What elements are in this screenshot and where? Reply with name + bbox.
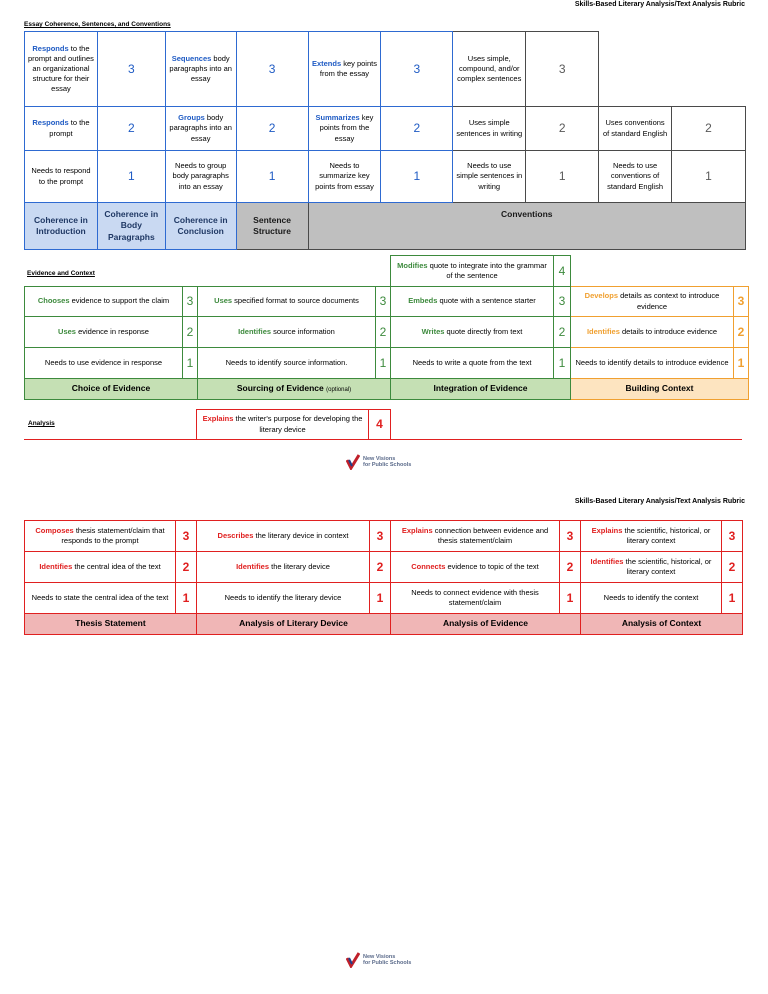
device-level-1: Needs to identify the literary device bbox=[197, 583, 370, 614]
sourcing-level-2: Identifies source information bbox=[198, 317, 376, 348]
evidence-analysis-score-2: 2 bbox=[560, 552, 581, 583]
integration-score-3: 3 bbox=[554, 287, 571, 317]
device-level-2: Identifies the literary device bbox=[197, 552, 370, 583]
choice-level-2: Uses evidence in response bbox=[25, 317, 183, 348]
label-building-context: Building Context bbox=[571, 379, 749, 400]
checkmark-logo-icon bbox=[346, 454, 360, 470]
table-row bbox=[25, 552, 743, 583]
evidence-table bbox=[24, 255, 749, 400]
integration-level-4: Modifies quote to integrate into the grammar of the sentence bbox=[391, 256, 554, 287]
conclusion-score-2: 2 bbox=[381, 107, 453, 151]
choice-score-2: 2 bbox=[183, 317, 198, 348]
choice-level-1: Needs to use evidence in response bbox=[25, 348, 183, 379]
logo bbox=[346, 952, 411, 968]
empty-cell bbox=[599, 32, 746, 107]
evidence-analysis-level-2: Connects evidence to topic of the text bbox=[391, 552, 560, 583]
empty-cell bbox=[25, 256, 391, 287]
table-row bbox=[25, 614, 743, 635]
checkmark-logo-icon bbox=[346, 952, 360, 968]
conventions-score-1: 1 bbox=[672, 151, 746, 203]
integration-level-3: Embeds quote with a sentence starter bbox=[391, 287, 554, 317]
section-title-evidence: Evidence and Context bbox=[27, 270, 95, 277]
intro-level-3: Responds to the prompt and outlines an organizational structure for their essay bbox=[25, 32, 98, 107]
context-analysis-level-2: Identifies the scientific, historical, or literary context bbox=[581, 552, 722, 583]
label-analysis-of-literary-device: Analysis of Literary Device bbox=[197, 614, 391, 635]
integration-score-4: 4 bbox=[554, 256, 571, 287]
conventions-level-1: Needs to use conventions of standard English bbox=[599, 151, 672, 203]
device-score-3: 3 bbox=[370, 521, 391, 552]
intro-level-2: Responds to the prompt bbox=[25, 107, 98, 151]
thesis-score-2: 2 bbox=[176, 552, 197, 583]
logo-text: New Visions for Public Schools bbox=[363, 953, 412, 966]
sentence-score-2: 2 bbox=[526, 107, 599, 151]
context-analysis-level-1: Needs to identify the context bbox=[581, 583, 722, 614]
table-row bbox=[25, 203, 746, 250]
device-score-2: 2 bbox=[370, 552, 391, 583]
table-row bbox=[197, 410, 391, 440]
integration-level-1: Needs to write a quote from the text bbox=[391, 348, 554, 379]
label-analysis-of-context: Analysis of Context bbox=[581, 614, 743, 635]
label-thesis-statement: Thesis Statement bbox=[25, 614, 197, 635]
integration-score-2: 2 bbox=[554, 317, 571, 348]
analysis-table bbox=[196, 409, 391, 440]
thesis-level-2: Identifies the central idea of the text bbox=[25, 552, 176, 583]
page-header: Skills-Based Literary Analysis/Text Analysis Rubric bbox=[574, 1, 745, 8]
context-analysis-score-3: 3 bbox=[722, 521, 743, 552]
conclusion-level-1: Needs to summarize key points from essay bbox=[308, 151, 381, 203]
sentence-level-2: Uses simple sentences in writing bbox=[453, 107, 526, 151]
coherence-table bbox=[24, 31, 746, 250]
table-row bbox=[25, 379, 749, 400]
label-coherence-conclusion: Coherence in Conclusion bbox=[165, 203, 236, 250]
label-analysis-of-evidence: Analysis of Evidence bbox=[391, 614, 581, 635]
sourcing-score-1: 1 bbox=[376, 348, 391, 379]
evidence-analysis-level-1: Needs to connect evidence with thesis statement/claim bbox=[391, 583, 560, 614]
table-row bbox=[25, 32, 746, 107]
sourcing-level-3: Uses specified format to source documents bbox=[198, 287, 376, 317]
context-analysis-level-3: Explains the scientific, historical, or literary context bbox=[581, 521, 722, 552]
context-score-1: 1 bbox=[734, 348, 749, 379]
thesis-score-1: 1 bbox=[176, 583, 197, 614]
label-integration-of-evidence: Integration of Evidence bbox=[391, 379, 571, 400]
sentence-level-1: Needs to use simple sentences in writing bbox=[453, 151, 526, 203]
context-level-3: Develops details as context to introduce evidence bbox=[571, 287, 734, 317]
choice-score-3: 3 bbox=[183, 287, 198, 317]
table-row bbox=[25, 151, 746, 203]
table-row bbox=[25, 107, 746, 151]
context-analysis-score-2: 2 bbox=[722, 552, 743, 583]
sentence-score-3: 3 bbox=[526, 32, 599, 107]
table-row bbox=[25, 256, 749, 287]
conclusion-level-3: Extends key points from the essay bbox=[308, 32, 381, 107]
logo bbox=[346, 454, 411, 470]
conventions-level-2: Uses conventions of standard English bbox=[599, 107, 672, 151]
device-level-3: Describes the literary device in context bbox=[197, 521, 370, 552]
intro-score-1: 1 bbox=[97, 151, 165, 203]
label-coherence-body: Coherence in Body Paragraphs bbox=[97, 203, 165, 250]
conventions-score-2: 2 bbox=[672, 107, 746, 151]
label-conventions: Conventions bbox=[308, 203, 745, 250]
label-sourcing-of-evidence: Sourcing of Evidence (optional) bbox=[198, 379, 391, 400]
table-row bbox=[25, 521, 743, 552]
page-header: Skills-Based Literary Analysis/Text Analysis Rubric bbox=[574, 498, 745, 505]
empty-cell bbox=[571, 256, 749, 287]
analysis-rubric-table bbox=[24, 520, 743, 635]
sourcing-level-1: Needs to identify source information. bbox=[198, 348, 376, 379]
evidence-analysis-score-1: 1 bbox=[560, 583, 581, 614]
table-row bbox=[25, 583, 743, 614]
table-row bbox=[25, 287, 749, 317]
thesis-level-3: Composes thesis statement/claim that responds to the prompt bbox=[25, 521, 176, 552]
context-analysis-score-1: 1 bbox=[722, 583, 743, 614]
evidence-analysis-level-3: Explains connection between evidence and thesis statement/claim bbox=[391, 521, 560, 552]
thesis-score-3: 3 bbox=[176, 521, 197, 552]
integration-level-2: Writes quote directly from text bbox=[391, 317, 554, 348]
body-level-2: Groups body paragraphs into an essay bbox=[165, 107, 236, 151]
body-score-2: 2 bbox=[236, 107, 308, 151]
evidence-analysis-score-3: 3 bbox=[560, 521, 581, 552]
thesis-level-1: Needs to state the central idea of the text bbox=[25, 583, 176, 614]
sentence-level-3: Uses simple, compound, and/or complex sentences bbox=[453, 32, 526, 107]
context-score-2: 2 bbox=[734, 317, 749, 348]
sentence-score-1: 1 bbox=[526, 151, 599, 203]
label-coherence-introduction: Coherence in Introduction bbox=[25, 203, 98, 250]
context-score-3: 3 bbox=[734, 287, 749, 317]
body-level-1: Needs to group body paragraphs into an essay bbox=[165, 151, 236, 203]
table-row bbox=[25, 348, 749, 379]
device-score-1: 1 bbox=[370, 583, 391, 614]
context-level-2: Identifies details to introduce evidence bbox=[571, 317, 734, 348]
context-level-1: Needs to identify details to introduce evidence bbox=[571, 348, 734, 379]
section-title-coherence: Essay Coherence, Sentences, and Conventions bbox=[24, 21, 171, 28]
conclusion-score-3: 3 bbox=[381, 32, 453, 107]
label-sentence-structure: Sentence Structure bbox=[236, 203, 308, 250]
divider-line bbox=[24, 439, 742, 440]
conclusion-score-1: 1 bbox=[381, 151, 453, 203]
body-score-1: 1 bbox=[236, 151, 308, 203]
body-level-3: Sequences body paragraphs into an essay bbox=[165, 32, 236, 107]
intro-level-1: Needs to respond to the prompt bbox=[25, 151, 98, 203]
conclusion-level-2: Summarizes key points from the essay bbox=[308, 107, 381, 151]
section-title-analysis: Analysis bbox=[28, 420, 55, 427]
integration-score-1: 1 bbox=[554, 348, 571, 379]
table-row bbox=[25, 317, 749, 348]
logo-text: New Visions for Public Schools bbox=[363, 455, 412, 468]
sourcing-score-2: 2 bbox=[376, 317, 391, 348]
choice-level-3: Chooses evidence to support the claim bbox=[25, 287, 183, 317]
intro-score-2: 2 bbox=[97, 107, 165, 151]
sourcing-score-3: 3 bbox=[376, 287, 391, 317]
label-choice-of-evidence: Choice of Evidence bbox=[25, 379, 198, 400]
choice-score-1: 1 bbox=[183, 348, 198, 379]
analysis-level-4: Explains the writer's purpose for developing the literary device bbox=[197, 410, 369, 440]
analysis-score-4: 4 bbox=[369, 410, 391, 440]
intro-score-3: 3 bbox=[97, 32, 165, 107]
body-score-3: 3 bbox=[236, 32, 308, 107]
